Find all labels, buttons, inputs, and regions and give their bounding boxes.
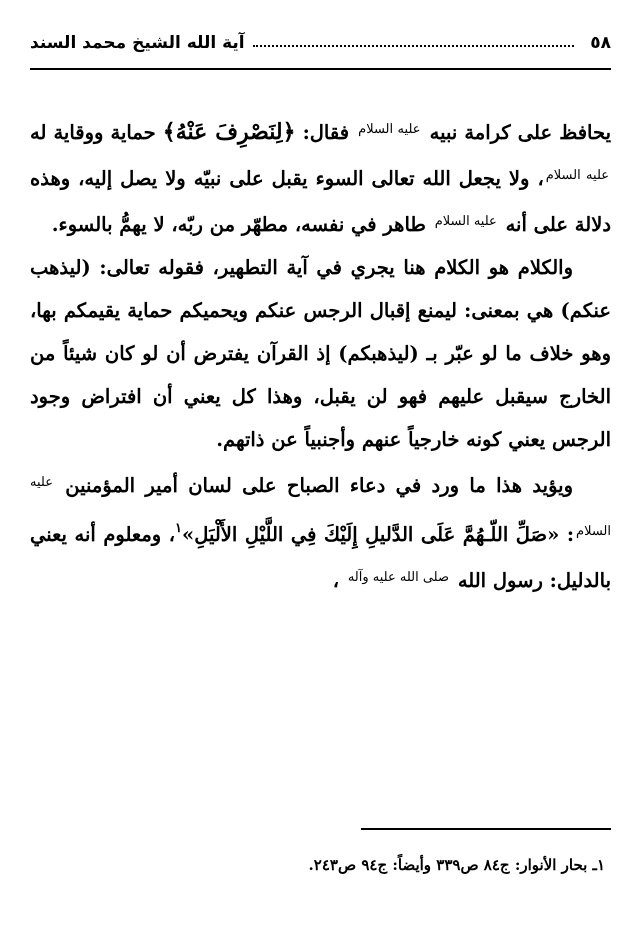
text-run: فقال:	[302, 121, 350, 144]
footnote: ١ـ بحار الأنوار: ج٨٤ ص٣٣٩ وأيضاً: ج٩٤ ص٢٤٣.	[308, 856, 605, 874]
text-run: ويؤيد هذا ما ورد في دعاء الصباح على لسان أمير المؤمنين	[65, 474, 573, 497]
footnote-marker[interactable]: ١	[175, 521, 183, 536]
page-number: ٥٨	[590, 33, 611, 53]
honorific-glyph: صلى الله عليه وآله	[347, 570, 450, 585]
honorific-glyph: عليه السلام	[545, 168, 610, 183]
paragraph-2: والكلام هو الكلام هنا يجري في آية التطهير، فقوله تعالى: (ليذهب عنكم) هي بمعنى: ليمنع إقبال الرجس عنكم ويحميكم حماية يقيمكم بها، وهو خلاف ما لو عبّر بـ (ليذهبكم) إذ القرآن يفترض أن لو كان شيئاً من الخارج سيقبل عليهم فهو لن يقبل، وهذا كل يعني أن افتراض وجود الرجس يعني كونه خارجياً عنهم وأجنبياً عن ذاتهم.	[30, 256, 611, 451]
text-run: ، ولا يجعل الله تعالى السوء يقبل على نبيّه ولا يصل إليه، وهذه دلالة على أنه	[30, 167, 611, 236]
text-run: ، ومعلوم أنه يعني بالدليل: رسول الله	[30, 523, 611, 592]
body-text	[30, 108, 611, 602]
text-run: ،	[332, 569, 340, 592]
dotted-leader	[253, 45, 575, 47]
honorific-glyph: عليه السلام	[30, 475, 611, 539]
honorific-glyph: عليه السلام	[358, 122, 421, 137]
honorific-glyph: عليه السلام	[434, 214, 497, 229]
running-title: آية الله الشيخ محمد السند	[30, 33, 245, 53]
footnote-rule	[361, 828, 611, 830]
text-run: حماية ووقاية له	[30, 121, 156, 144]
text-run: يحافظ على كرامة نبيه	[429, 121, 612, 144]
quran-quote: ﴿لِنَصْرِفَ عَنْهُ﴾	[162, 119, 296, 145]
running-header	[30, 20, 611, 66]
text-run: طاهر في نفسه، مطهّر من ربّه، لا يهمُّ بالسوء.	[51, 213, 426, 236]
header-rule	[30, 68, 611, 70]
paragraph-1	[30, 108, 611, 246]
paragraph-3	[30, 461, 611, 602]
dua-quote: : «صَلِّ اللّـهُمَّ عَلَى الدَّليلِ إِلَيْكَ فِي اللَّيْلِ الأَلْيَلِ»	[182, 523, 575, 546]
